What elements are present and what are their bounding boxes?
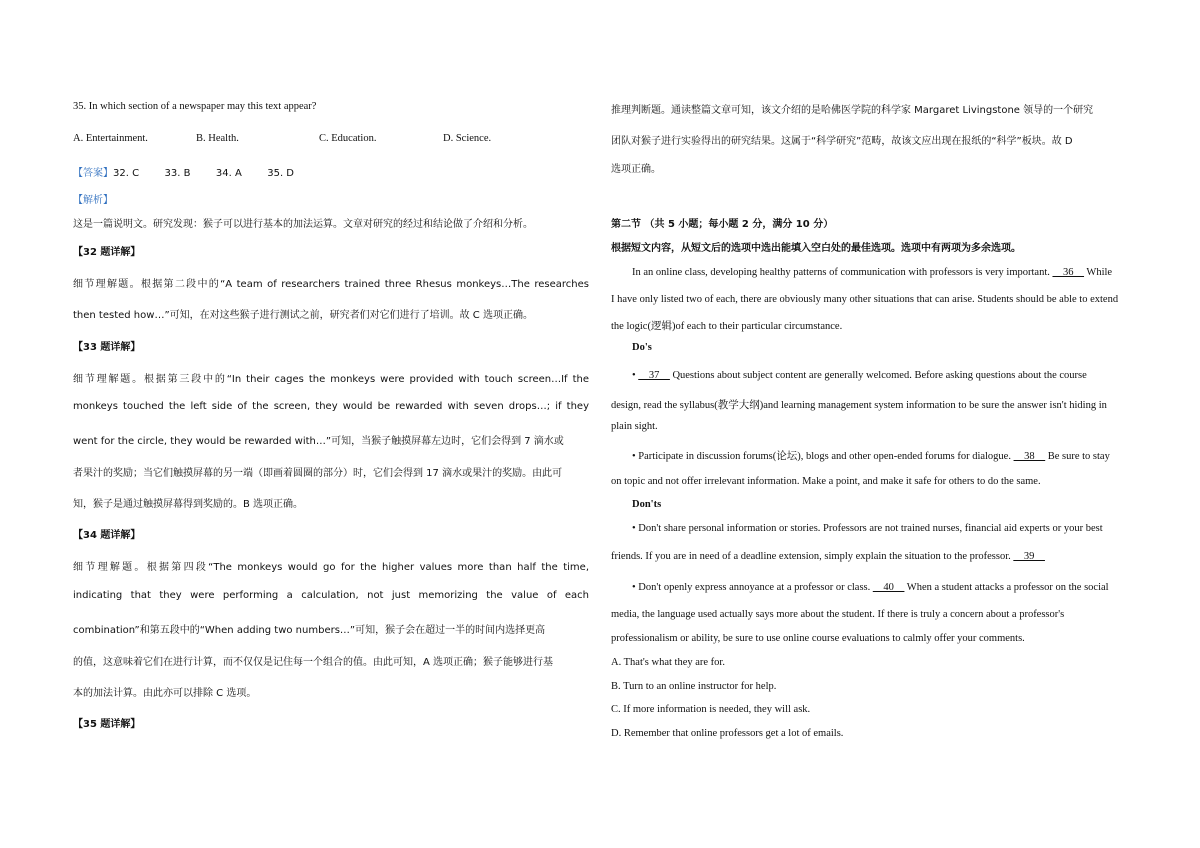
bullet-38-line-2: on topic and not offer irrelevant information. Make a point, and make it safe for others to do the same. bbox=[611, 476, 1041, 487]
choice-c: C. If more information is needed, they will ask. bbox=[611, 704, 811, 715]
bullet-37-line-3: plain sight. bbox=[611, 421, 658, 432]
bullet-text: friends. If you are in need of a deadline extension, simply explain the situation to the professor. bbox=[611, 551, 1014, 562]
detail-33-line-4: 者果汁的奖励；当它们触摸屏幕的另一端（即画着圆圈的部分）时，它们会得到 17 滴水或果汁的奖励。由此可 bbox=[73, 468, 563, 479]
question-35: 35. In which section of a newspaper may this text appear? bbox=[73, 101, 317, 112]
section-title: 第二节 （共 5 小题；每小题 2 分，满分 10 分） bbox=[611, 219, 834, 230]
bullet-text: • Don't openly express annoyance at a professor or class. bbox=[632, 582, 873, 593]
bullet-40-line-1 bbox=[632, 582, 1109, 593]
passage-text: In an online class, developing healthy patterns of communication with professors is very important. bbox=[632, 267, 1050, 278]
heading-35: 【35 题详解】 bbox=[73, 719, 141, 730]
detail-34-line-4: 的值，这意味着它们在进行计算，而不仅仅是记住每一个组合的值。由此可知，A 选项正确；猴子能够进行基 bbox=[73, 657, 554, 668]
option-c: C. Education. bbox=[319, 133, 377, 144]
dos-heading: Do's bbox=[632, 342, 652, 353]
detail-32-line-2: then tested how…”可知，在对这些猴子进行测试之前，研究者们对它们进行了培训。故 C 选项正确。 bbox=[73, 310, 533, 321]
choice-a: A. That's what they are for. bbox=[611, 657, 725, 668]
blank-37: __37__ bbox=[638, 370, 670, 381]
detail-33-line-3: went for the circle, they would be rewarded with…”可知，当猴子触摸屏幕左边时，它们会得到 7 滴水或 bbox=[73, 436, 564, 447]
bullet-40-line-2: media, the language used actually says more about the student. If there is truly a concern about a professor's bbox=[611, 609, 1065, 620]
bullet-37-line-1 bbox=[632, 370, 1087, 381]
detail-34-line-1: 细节理解题。根据第四段“The monkeys would go for the higher values more than half the time, bbox=[73, 562, 589, 573]
detail-34-line-5: 本的加法计算。由此亦可以排除 C 选项。 bbox=[73, 688, 257, 699]
bullet-text: • Participate in discussion forums(论坛), blogs and other open-ended forums for dialogue. bbox=[632, 451, 1014, 462]
explain-35-line-3: 选项正确。 bbox=[611, 164, 661, 175]
bullet-dot: • bbox=[632, 370, 639, 381]
choice-b: B. Turn to an online instructor for help. bbox=[611, 681, 777, 692]
detail-33-line-5: 知，猴子是通过触摸屏幕得到奖励的。B 选项正确。 bbox=[73, 499, 304, 510]
blank-36: __36__ bbox=[1052, 267, 1084, 278]
bullet-text: When a student attacks a professor on the social bbox=[904, 582, 1109, 593]
bullet-text: Questions about subject content are generally welcomed. Before asking questions about the course bbox=[669, 370, 1087, 381]
bullet-38-line-1 bbox=[632, 448, 1110, 463]
bullet-39-line-2 bbox=[611, 551, 1045, 562]
explain-35-line-2: 团队对猴子进行实验得出的研究结果。这属于“科学研究”范畴，故该文应出现在报纸的“科学”板块。故 D bbox=[611, 136, 1073, 147]
heading-33: 【33 题详解】 bbox=[73, 342, 141, 353]
option-d: D. Science. bbox=[443, 133, 492, 144]
blank-39: __39__ bbox=[1013, 551, 1045, 562]
passage-para-1-line-3: the logic(逻辑)of each to their particular circumstance. bbox=[611, 321, 843, 332]
passage-text: While bbox=[1084, 267, 1113, 278]
bullet-40-line-3: professionalism or ability, be sure to use online course evaluations to calmly offer your comments. bbox=[611, 633, 1025, 644]
option-b: B. Health. bbox=[196, 133, 239, 144]
bullet-text: Be sure to stay bbox=[1045, 451, 1110, 462]
detail-34-line-3: combination”和第五段中的“When adding two numbers…”可知，猴子会在超过一半的时间内选择更高 bbox=[73, 625, 546, 636]
detail-32-line-1: 细节理解题。根据第二段中的“A team of researchers trained three Rhesus monkeys…The researches bbox=[73, 279, 589, 290]
answer-values: 32. C 33. B 34. A 35. D bbox=[113, 168, 295, 179]
passage-para-1-line-2: I have only listed two of each, there are obviously many other situations that can arise. Students should be able to extend bbox=[611, 294, 1119, 305]
detail-33-line-1: 细节理解题。根据第三段中的“In their cages the monkeys were provided with touch screen…If the bbox=[73, 374, 589, 385]
analysis-intro: 这是一篇说明文。研究发现：猴子可以进行基本的加法运算。文章对研究的经过和结论做了介绍和分析。 bbox=[73, 219, 533, 230]
bullet-37-line-2: design, read the syllabus(教学大纲)and learning management system information to be sure the answer isn't hiding in bbox=[611, 400, 1107, 411]
blank-38: __38__ bbox=[1013, 451, 1046, 462]
option-a: A. Entertainment. bbox=[73, 133, 148, 144]
donts-heading: Don'ts bbox=[632, 499, 662, 510]
passage-para-1-line-1 bbox=[632, 267, 1112, 278]
section-instruction: 根据短文内容，从短文后的选项中选出能填入空白处的最佳选项。选项中有两项为多余选项。 bbox=[611, 243, 1021, 254]
analysis-tag: 【解析】 bbox=[73, 195, 113, 206]
heading-34: 【34 题详解】 bbox=[73, 530, 141, 541]
explain-35-line-1: 推理判断题。通读整篇文章可知，该文介绍的是哈佛医学院的科学家 Margaret Livingstone 领导的一个研究 bbox=[611, 105, 1094, 116]
heading-32: 【32 题详解】 bbox=[73, 247, 141, 258]
detail-33-line-2: monkeys touched the left side of the screen, they would be rewarded with seven drops…; if they bbox=[73, 401, 589, 412]
answer-row bbox=[73, 164, 294, 179]
answer-tag: 【答案】 bbox=[73, 168, 113, 179]
choice-d: D. Remember that online professors get a lot of emails. bbox=[611, 728, 844, 739]
blank-40: __40__ bbox=[872, 582, 905, 593]
bullet-39-line-1: • Don't share personal information or stories. Professors are not trained nurses, financial aid experts or your best bbox=[632, 523, 1103, 534]
detail-34-line-2: indicating that they were performing a calculation, not just memorizing the value of each bbox=[73, 590, 589, 601]
